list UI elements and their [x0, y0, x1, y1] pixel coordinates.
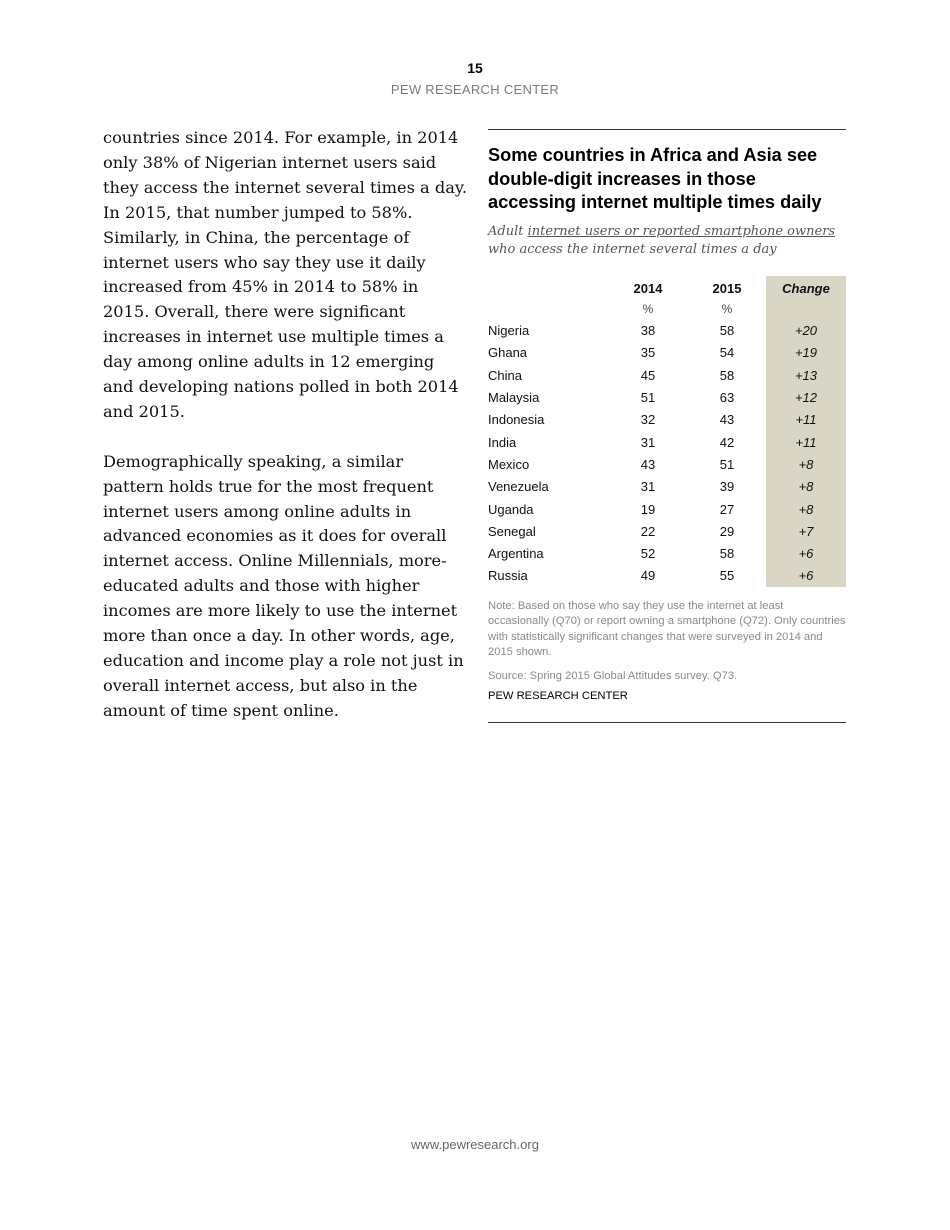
- country-cell: Nigeria: [488, 323, 530, 339]
- value-2015-cell: 63: [719, 390, 735, 406]
- change-cell: +8: [766, 476, 846, 498]
- footer-url[interactable]: www.pewresearch.org: [411, 1137, 539, 1152]
- table-row: [488, 453, 846, 475]
- change-cell: +11: [766, 431, 846, 453]
- column-header-country: [488, 276, 608, 302]
- table-row: [488, 520, 846, 542]
- value-2015-cell: 42: [719, 434, 735, 450]
- value-2014-cell: 51: [640, 390, 656, 406]
- table-row: [488, 342, 846, 364]
- value-2014-cell: 31: [640, 479, 656, 495]
- country-cell: China: [488, 367, 522, 383]
- value-2015-cell: 58: [719, 546, 735, 562]
- table-row: [488, 409, 846, 431]
- change-cell: +6: [766, 565, 846, 587]
- country-cell: Uganda: [488, 501, 534, 517]
- body-paragraph: countries since 2014. For example, in 2014 only 38% of Nigerian internet users said they access the internet several times a day. In 2015, that number jumped to 58%. Similarly, in China, the percentage of internet users who say they use it daily increased from 45% in 2014 to 58% in 2015. Overall, there were significant increases in internet use multiple times a day among online adults in 12 emerging and developing nations polled in both 2014 and 2015.: [103, 128, 467, 421]
- column-header-change: Change: [766, 276, 846, 302]
- change-cell: +19: [766, 342, 846, 364]
- table-row: [488, 386, 846, 408]
- country-cell: Argentina: [488, 546, 544, 562]
- table-row: [488, 476, 846, 498]
- change-cell: +8: [766, 453, 846, 475]
- subtitle-definition-link[interactable]: internet users or reported smartphone owners: [527, 223, 836, 239]
- value-2014-cell: 22: [640, 523, 656, 539]
- figure-subtitle: [488, 223, 846, 259]
- country-cell: Malaysia: [488, 390, 540, 406]
- table-row: [488, 565, 846, 587]
- table-row: [488, 542, 846, 564]
- table-row: [488, 320, 846, 342]
- units-cell-2015: %: [721, 301, 733, 316]
- units-cell-change: [766, 302, 846, 320]
- column-header-2015: 2015: [712, 281, 742, 296]
- value-2015-cell: 58: [719, 323, 735, 339]
- figure-source: Source: Spring 2015 Global Attitudes survey. Q73.: [488, 670, 738, 683]
- change-cell: +12: [766, 386, 846, 408]
- value-2015-cell: 51: [719, 456, 735, 472]
- change-cell: +6: [766, 542, 846, 564]
- value-2014-cell: 35: [640, 345, 656, 361]
- figure-note: Note: Based on those who say they use the internet at least occasionally (Q70) or report owning a smartphone (Q72). Only countries with statistically significant changes that were surveyed in 2014 and 2015 shown.: [488, 600, 846, 658]
- country-cell: Russia: [488, 568, 528, 584]
- value-2014-cell: 43: [640, 456, 656, 472]
- figure-table: [488, 129, 846, 723]
- value-2014-cell: 49: [640, 568, 656, 584]
- table-row: [488, 498, 846, 520]
- value-2014-cell: 31: [640, 434, 656, 450]
- change-cell: +7: [766, 520, 846, 542]
- country-cell: Senegal: [488, 523, 536, 539]
- figure-title: Some countries in Africa and Asia see double-digit increases in those accessing internet multiple times daily: [488, 145, 822, 212]
- value-2015-cell: 55: [719, 568, 735, 584]
- value-2015-cell: 58: [719, 367, 735, 383]
- data-table: [488, 276, 846, 588]
- value-2015-cell: 27: [719, 501, 735, 517]
- value-2014-cell: 19: [640, 501, 656, 517]
- change-cell: +20: [766, 320, 846, 342]
- organization-header: PEW RESEARCH CENTER: [390, 82, 560, 97]
- table-row: [488, 431, 846, 453]
- change-cell: +8: [766, 498, 846, 520]
- country-cell: India: [488, 434, 517, 450]
- table-header-row: [488, 276, 846, 302]
- body-paragraph: Demographically speaking, a similar pattern holds true for the most frequent internet users among online adults in advanced economies as it does for overall internet access. Online Millennials, more-educated adults and those with higher incomes are more likely to use the internet more than once a day. In other words, age, education and income play a role not just in overall internet access, but also in the amount of time spent online.: [103, 451, 464, 720]
- subtitle-suffix: who access the internet several times a day: [488, 241, 777, 257]
- value-2014-cell: 52: [640, 546, 656, 562]
- change-cell: +13: [766, 364, 846, 386]
- value-2014-cell: 38: [640, 323, 656, 339]
- figure-credit: PEW RESEARCH CENTER: [488, 690, 628, 703]
- value-2014-cell: 45: [640, 367, 656, 383]
- subtitle-prefix: Adult: [488, 223, 524, 239]
- units-cell-2014: %: [642, 301, 654, 316]
- value-2015-cell: 43: [719, 412, 735, 428]
- value-2015-cell: 54: [719, 345, 735, 361]
- table-units-row: [488, 302, 846, 320]
- page-number: 15: [467, 60, 483, 76]
- value-2015-cell: 29: [719, 523, 735, 539]
- value-2014-cell: 32: [640, 412, 656, 428]
- value-2015-cell: 39: [719, 479, 735, 495]
- column-header-2014: 2014: [633, 281, 663, 296]
- country-cell: Mexico: [488, 456, 530, 472]
- country-cell: Ghana: [488, 345, 528, 361]
- table-row: [488, 364, 846, 386]
- units-cell-country: [488, 302, 608, 320]
- country-cell: Venezuela: [488, 479, 549, 495]
- body-text-column: [103, 126, 468, 749]
- change-cell: +11: [766, 409, 846, 431]
- country-cell: Indonesia: [488, 412, 545, 428]
